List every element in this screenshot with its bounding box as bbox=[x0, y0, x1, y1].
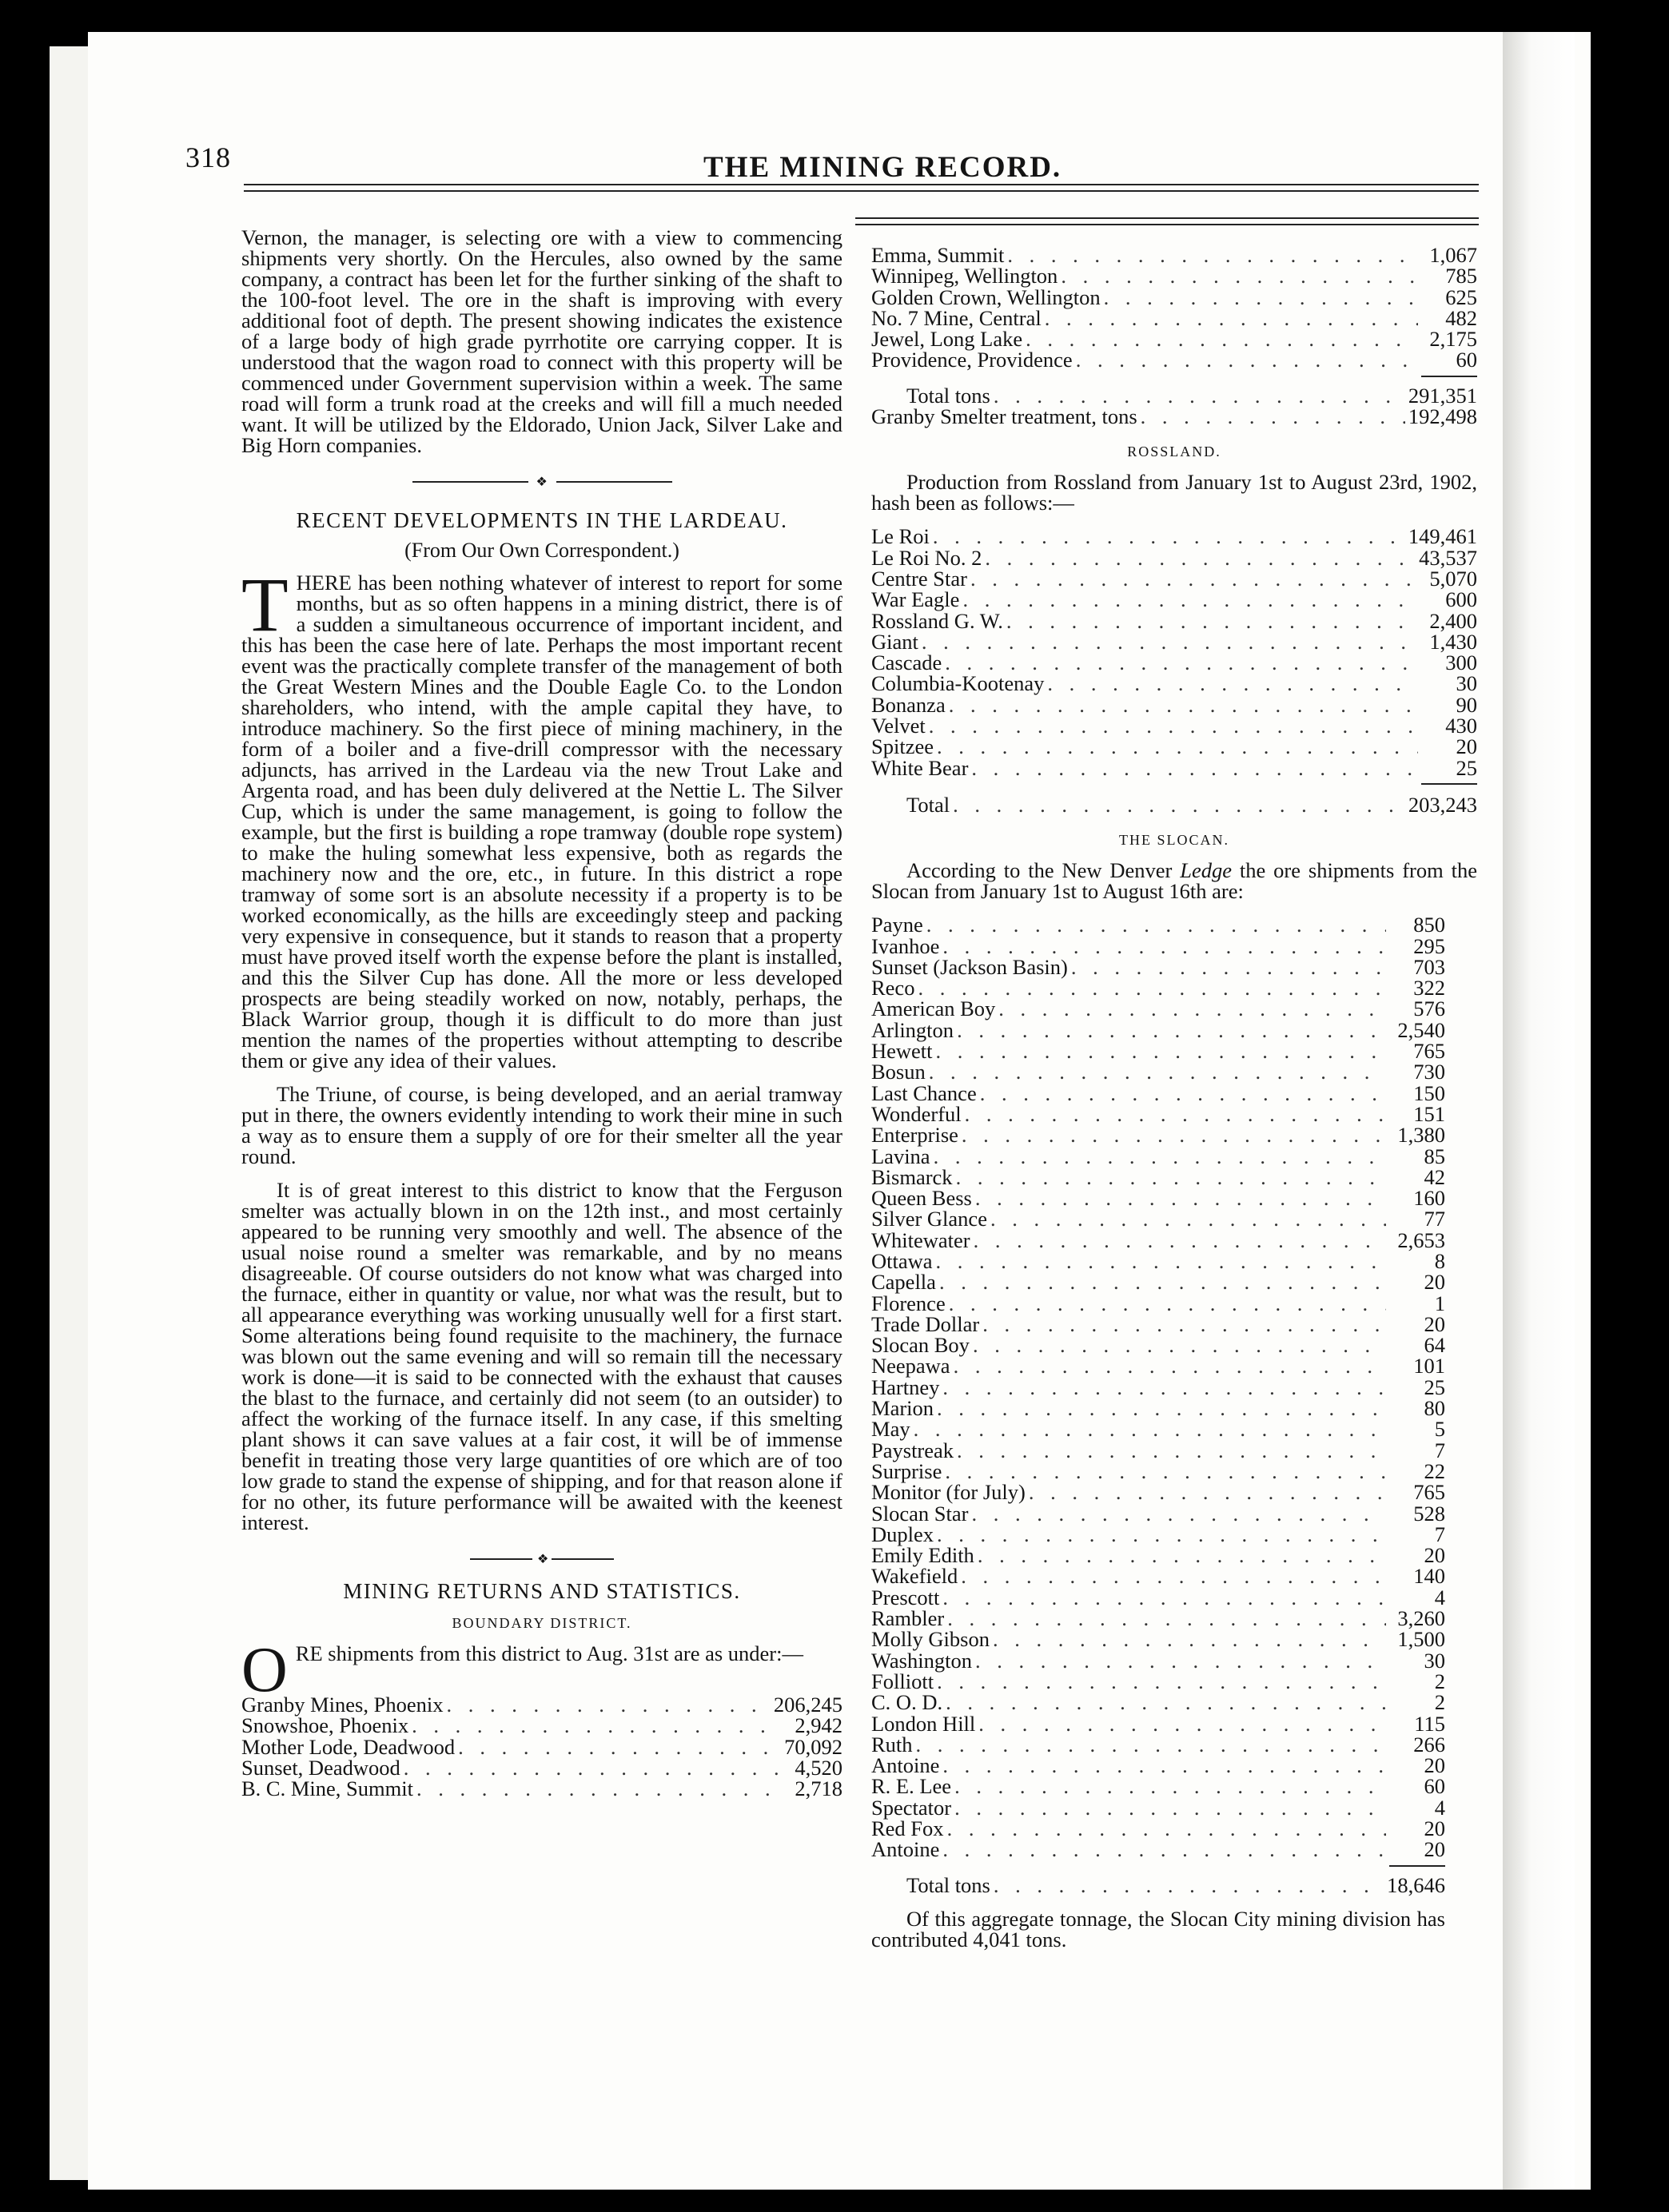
lardeau-p1-text: HERE has been nothing whatever of interest to report for some months, but as so often happens in a mining district, there is of a sudden a simultaneous occurrence of important incident, and this has been the case here of late. Perhaps the most important recent event was the practically complete transfer of the management of both the Great Western Mines and the Double Eagle Co. to the London shareholders, who intend, with the ample capital they have, to introduce machinery. So the first piece of mining machinery, in the form of a boiler and a five-drill compressor with the necessary adjuncts, has arrived in the Lardeau via the new Trout Lake and Argenta road, and has been duly delivered at the Nettie L. The Silver Cup, which is under the same management, is going to follow the example, but the first is building a rope tramway (double rope system) to make the huling somewhat less expensive, both as regards the machinery now and the ore, etc., in future. In this district a rope tramway of some sort is an absolute necessity if a property is to be worked economically, as the hills are exceedingly steep and packing very expensive in consequence, but it stands to reason that a property must have proved itself worth the expense before the plant is installed, and this the Silver Cup has done. All the more or less developed prospects are being steadily worked on now, notably, perhaps, the Black Warrior group, though it is difficult to do more than just mention the names of the properties without attempting to describe them or give any idea of their values. bbox=[241, 571, 842, 1072]
table-row: Rossland G. W. . . . 2,400 bbox=[871, 611, 1477, 631]
table-row: Hartney . . . 25 bbox=[871, 1377, 1445, 1398]
table-row: Sunset (Jackson Basin) . . . 703 bbox=[871, 957, 1445, 977]
table-row: Queen Bess . . . 160 bbox=[871, 1188, 1445, 1208]
table-row: Spectator . . . 4 bbox=[871, 1797, 1445, 1818]
table-row: Hewett . . . 765 bbox=[871, 1040, 1445, 1061]
table-row: Ivanhoe . . . 295 bbox=[871, 936, 1445, 957]
table-row: Silver Glance . . . 77 bbox=[871, 1208, 1445, 1229]
lardeau-paragraph-3: It is of great interest to this district to know that the Ferguson smelter was actually blown in on the 12th inst., and most certainly appeared to be running very smoothly and well. The absence of the usual noise round a smelter was remarkable, and by no means disagreeable. Of course outsiders do not know what was charged into the furnace, either in quantity or value, nor what was the result, but to all appearance everything was working unusually well for a first start. Some alterations being found requisite to the machinery, the furnace was blown out the same evening and will so remain till the necessary work is done—it is said to be connected with the exhaust that causes the blast to the furnace, and certainly did not seem (to an outsider) to affect the working of the furnace itself. In any case, if this smelting plant shows it can save values at a fair cost, it will be of immense benefit in treating those very large quantities of ore which are of too low grade to stand the expense of shipping, and for that reason alone if for no other, its future performance will be awaited with the keenest interest. bbox=[241, 1178, 842, 1534]
table-row: Bismarck . . . 42 bbox=[871, 1167, 1445, 1188]
drop-cap: T bbox=[241, 562, 289, 647]
table-row: Le Roi . . . 149,461 bbox=[871, 526, 1477, 547]
table-row: Arlington . . . 2,540 bbox=[871, 1020, 1445, 1040]
table-row: B. C. Mine, Summit . . . 2,718 bbox=[241, 1778, 842, 1799]
slocan-heading: THE SLOCAN. bbox=[1119, 832, 1229, 849]
table-row: Ottawa . . . 8 bbox=[871, 1251, 1445, 1271]
table-row: Spitzee . . . 20 bbox=[871, 736, 1477, 757]
table-row: Folliott . . . 2 bbox=[871, 1671, 1445, 1692]
table-row: Trade Dollar . . . 20 bbox=[871, 1314, 1445, 1335]
table-row: Whitewater . . . 2,653 bbox=[871, 1230, 1445, 1251]
rossland-heading: ROSSLAND. bbox=[1127, 444, 1221, 460]
table-row: Florence . . . 1 bbox=[871, 1293, 1445, 1314]
boundary-totals bbox=[871, 385, 1477, 428]
table-row: Lavina . . . 85 bbox=[871, 1146, 1445, 1167]
table-row: Columbia-Kootenay . . . 30 bbox=[871, 673, 1477, 694]
table-row: Granby Mines, Phoenix . . . 206,245 bbox=[241, 1694, 842, 1715]
table-row: Cascade . . . 300 bbox=[871, 652, 1477, 673]
table-row: No. 7 Mine, Central . . . 482 bbox=[871, 308, 1477, 328]
table-row: Slocan Star . . . 528 bbox=[871, 1503, 1445, 1524]
table-row: Snowshoe, Phoenix . . . 2,942 bbox=[241, 1715, 842, 1736]
lardeau-paragraph-1 bbox=[241, 562, 842, 1072]
section-ornament: ❖ bbox=[470, 1550, 614, 1568]
table-row: Antoine . . . 20 bbox=[871, 1839, 1445, 1860]
table-row-total: Granby Smelter treatment, tons . . . 192,498 bbox=[871, 406, 1477, 427]
table-row: Centre Star . . . 5,070 bbox=[871, 568, 1477, 589]
header-rule bbox=[244, 184, 1479, 192]
returns-intro-text: RE shipments from this district to Aug. 31st are as under:— bbox=[295, 1641, 803, 1665]
table-row: Marion . . . 80 bbox=[871, 1398, 1445, 1418]
total-rule bbox=[1421, 783, 1477, 785]
table-row: Neepawa . . . 101 bbox=[871, 1355, 1445, 1376]
slocan-table bbox=[871, 914, 1477, 1860]
slocan-total bbox=[871, 1872, 1477, 1897]
lardeau-byline: (From Our Own Correspondent.) bbox=[404, 539, 679, 562]
total-rule bbox=[1421, 376, 1477, 377]
table-row: Golden Crown, Wellington . . . 625 bbox=[871, 287, 1477, 308]
rossland-intro: Production from Rossland from January 1st to August 23rd, 1902, hash been as follows:— bbox=[871, 470, 1477, 515]
table-row-total: Total tons . . . 18,646 bbox=[871, 1875, 1445, 1896]
boundary-table-continued bbox=[871, 245, 1477, 371]
returns-heading: MINING RETURNS AND STATISTICS. bbox=[343, 1579, 741, 1603]
table-row: Slocan Boy . . . 64 bbox=[871, 1335, 1445, 1355]
slocan-intro-italic: Ledge bbox=[1180, 858, 1233, 883]
rossland-table bbox=[871, 526, 1477, 778]
table-row-total: Total . . . 203,243 bbox=[871, 794, 1477, 815]
table-row: Monitor (for July) . . . 765 bbox=[871, 1482, 1445, 1502]
table-row-total: Total tons . . . 291,351 bbox=[871, 385, 1477, 406]
table-row: Red Fox . . . 20 bbox=[871, 1818, 1445, 1839]
table-row: Enterprise . . . 1,380 bbox=[871, 1124, 1445, 1145]
slocan-intro-a: According to the New Denver bbox=[906, 858, 1181, 883]
slocan-intro bbox=[871, 858, 1478, 904]
page-number: 318 bbox=[185, 141, 231, 173]
table-row: Mother Lode, Deadwood . . . 70,092 bbox=[241, 1737, 842, 1757]
table-row: Wonderful . . . 151 bbox=[871, 1104, 1445, 1124]
table-row: White Bear . . . 25 bbox=[871, 758, 1477, 778]
table-row: Rambler . . . 3,260 bbox=[871, 1608, 1445, 1629]
table-row: Washington . . . 30 bbox=[871, 1650, 1445, 1671]
table-row: Le Roi No. 2 . . . 43,537 bbox=[871, 547, 1477, 568]
table-row: American Boy . . . 576 bbox=[871, 998, 1445, 1019]
rossland-total bbox=[871, 794, 1477, 815]
table-row: Bosun . . . 730 bbox=[871, 1061, 1445, 1082]
table-row: Providence, Providence . . . 60 bbox=[871, 349, 1477, 370]
table-row: Capella . . . 20 bbox=[871, 1271, 1445, 1292]
slocan-intro-b: the ore shipments from the Slocan from January 1st to August 16th are: bbox=[871, 858, 1478, 904]
page-fold-shadow bbox=[1503, 32, 1575, 2190]
table-row: Reco . . . 322 bbox=[871, 977, 1445, 998]
right-column bbox=[871, 245, 1477, 1950]
lardeau-paragraph-2: The Triune, of course, is being developed, and an aerial tramway put in there, the owners evidently intending to work their mine in such a way as to ensure them a supply of ore for their smelter all the year round. bbox=[241, 1082, 842, 1168]
table-row: May . . . 5 bbox=[871, 1418, 1445, 1439]
boundary-subheading: BOUNDARY DISTRICT. bbox=[452, 1615, 632, 1631]
section-ornament: ❖ bbox=[412, 473, 672, 491]
table-row: War Eagle . . . 600 bbox=[871, 589, 1477, 610]
table-row: R. E. Lee . . . 60 bbox=[871, 1776, 1445, 1796]
table-row: Emily Edith . . . 20 bbox=[871, 1545, 1445, 1566]
page-title: THE MINING RECORD. bbox=[703, 151, 1062, 184]
table-row: Duplex . . . 7 bbox=[871, 1524, 1445, 1545]
left-column bbox=[241, 227, 842, 1799]
table-row: Sunset, Deadwood . . . 4,520 bbox=[241, 1757, 842, 1778]
boundary-table bbox=[241, 1694, 842, 1799]
table-row: Molly Gibson . . . 1,500 bbox=[871, 1629, 1445, 1649]
opening-paragraph: Vernon, the manager, is selecting ore with a view to commencing shipments very shortly. On the Hercules, also owned by the same company, a contract has been let for the further sinking of the shaft to the 100-foot level. The ore in the shaft is improving with every additional foot of depth. The present showing indicates the existence of a large body of high grade pyrrhotite ore carrying copper. It is understood that the wagon road to connect with this property will be commenced under Government supervision within a week. The same road will form a trunk road at the creeks and will fill a much needed want. It will be utilized by the Eldorado, Union Jack, Silver Lake and Big Horn companies. bbox=[241, 225, 842, 457]
table-row: Prescott . . . 4 bbox=[871, 1587, 1445, 1608]
table-row: Velvet . . . 430 bbox=[871, 715, 1477, 736]
table-row: Payne . . . 850 bbox=[871, 914, 1445, 935]
table-row: Emma, Summit . . . 1,067 bbox=[871, 245, 1477, 265]
table-row: London Hill . . . 115 bbox=[871, 1713, 1445, 1734]
table-row: Ruth . . . 266 bbox=[871, 1734, 1445, 1755]
total-rule bbox=[1389, 1865, 1445, 1867]
table-row: Jewel, Long Lake . . . 2,175 bbox=[871, 328, 1477, 349]
table-row: Bonanza . . . 90 bbox=[871, 694, 1477, 715]
table-row: Last Chance . . . 150 bbox=[871, 1083, 1445, 1104]
table-row: C. O. D. . . . 2 bbox=[871, 1692, 1445, 1713]
table-row: Winnipeg, Wellington . . . 785 bbox=[871, 265, 1477, 286]
slocan-closing: Of this aggregate tonnage, the Slocan City mining division has contributed 4,041 tons. bbox=[871, 1906, 1445, 1951]
lardeau-heading: RECENT DEVELOPMENTS IN THE LARDEAU. bbox=[296, 508, 788, 532]
table-row: Antoine . . . 20 bbox=[871, 1755, 1445, 1776]
table-row: Giant . . . 1,430 bbox=[871, 631, 1477, 652]
table-row: Wakefield . . . 140 bbox=[871, 1566, 1445, 1586]
drop-cap: O bbox=[241, 1635, 288, 1705]
table-row: Paystreak . . . 7 bbox=[871, 1440, 1445, 1461]
table-row: Surprise . . . 22 bbox=[871, 1461, 1445, 1482]
header-rule-right bbox=[855, 217, 1479, 225]
